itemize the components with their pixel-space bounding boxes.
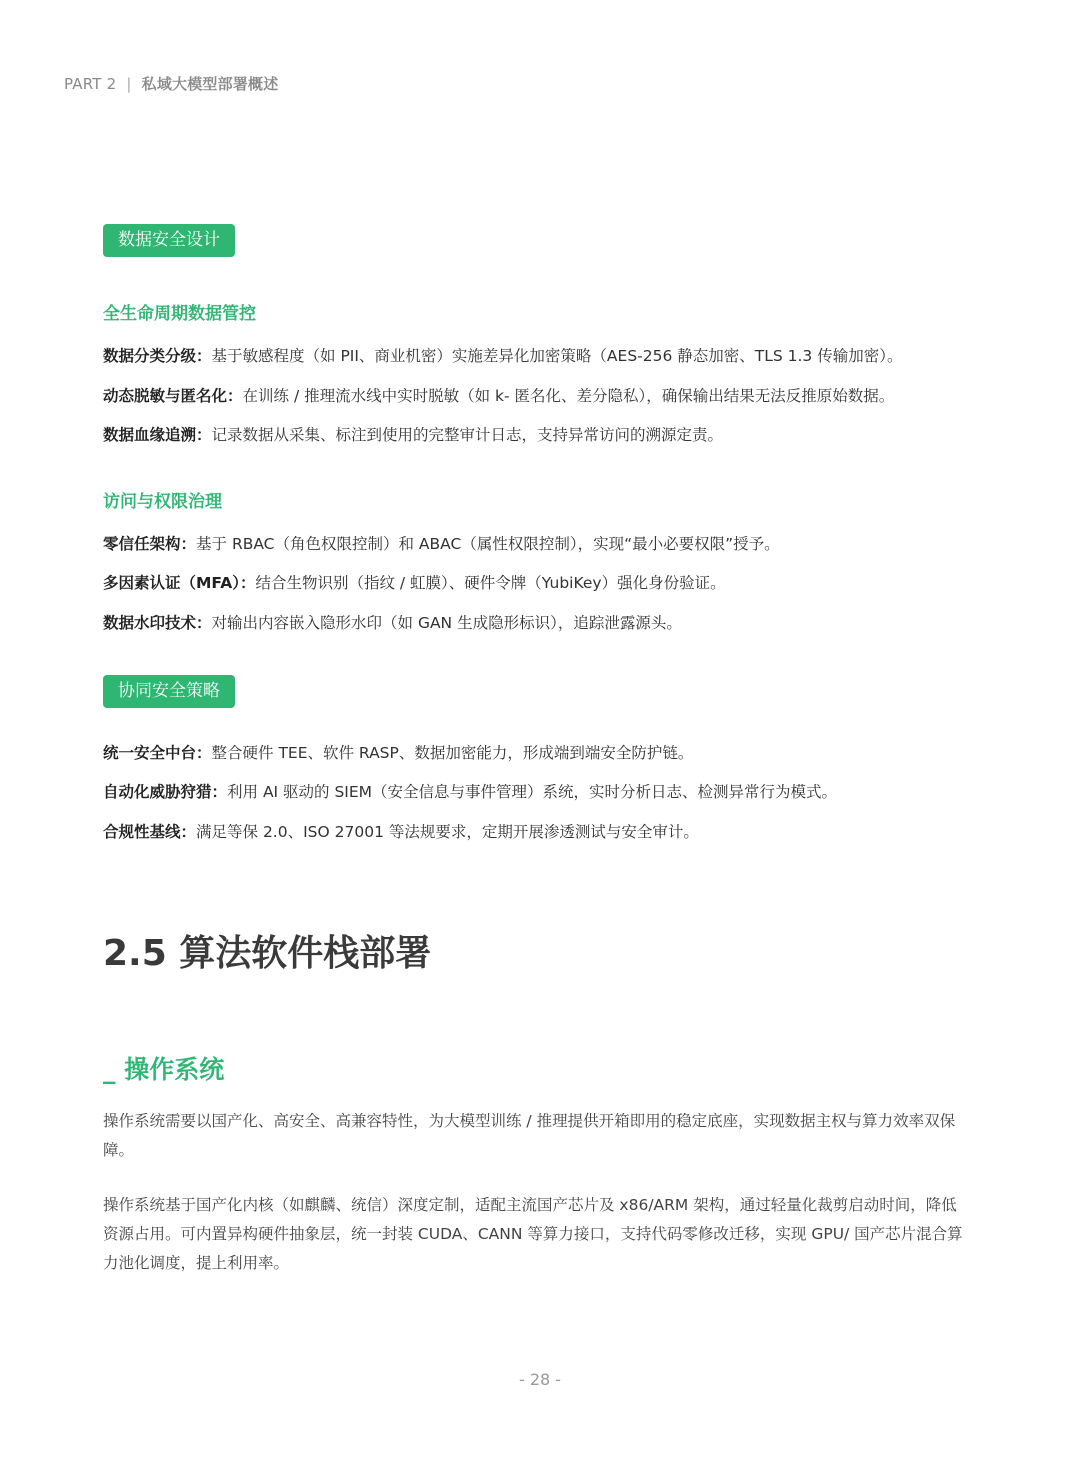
item-text: 在训练 / 推理流水线中实时脱敏（如 k- 匿名化、差分隐私），确保输出结果无法反推原始数据。 [242,387,895,405]
item-label: 自动化威胁狩猎： [103,783,228,801]
subsection-title: _ 操作系统 [103,1055,225,1084]
badge-data-security: 数据安全设计 [103,224,235,257]
item-label: 合规性基线： [103,823,197,841]
list-item [103,532,983,554]
paragraph: 操作系统需要以国产化、高安全、高兼容特性，为大模型训练 / 推理提供开箱即用的稳定底座，实现数据主权与算力效率双保障。 [103,1112,956,1159]
header-separator: | [126,75,132,93]
item-text: 基于 RBAC（角色权限控制）和 ABAC（属性权限控制），实现“最小必要权限”授予。 [196,535,780,553]
item-text: 结合生物识别（指纹 / 虹膜）、硬件令牌（YubiKey）强化身份验证。 [255,574,726,592]
item-label: 数据血缘追溯： [103,426,212,444]
heading-access-governance: 访问与权限治理 [103,492,222,512]
list-item [103,611,983,633]
item-text: 基于敏感程度（如 PII、商业机密）实施差异化加密策略（AES-256 静态加密、TLS 1.3 传输加密）。 [211,347,903,365]
item-text: 满足等保 2.0、ISO 27001 等法规要求，定期开展渗透测试与安全审计。 [196,823,699,841]
item-text: 利用 AI 驱动的 SIEM（安全信息与事件管理）系统，实时分析日志、检测异常行为模式。 [227,783,838,801]
page-number: - 28 - [518,1370,562,1389]
list-item [103,741,983,763]
badge-collab-security: 协同安全策略 [103,675,235,708]
header-title: 私域大模型部署概述 [141,75,279,93]
item-label: 数据水印技术： [103,614,212,632]
item-label: 统一安全中台： [103,744,212,762]
item-text: 整合硬件 TEE、软件 RASP、数据加密能力，形成端到端安全防护链。 [211,744,694,762]
heading-lifecycle-control: 全生命周期数据管控 [103,304,256,324]
item-label: 动态脱敏与匿名化： [103,387,243,405]
running-header [64,73,278,94]
item-text: 对输出内容嵌入隐形水印（如 GAN 生成隐形标识），追踪泄露源头。 [211,614,682,632]
list-item [103,571,983,593]
list-item [103,780,983,802]
list-item [103,423,983,445]
item-label: 多因素认证（MFA）： [103,574,256,592]
section-title: 2.5 算法软件栈部署 [103,933,432,974]
item-label: 零信任架构： [103,535,197,553]
header-part: PART 2 [64,75,117,93]
paragraph: 操作系统基于国产化内核（如麒麟、统信）深度定制，适配主流国产芯片及 x86/ARM 架构，通过轻量化裁剪启动时间，降低资源占用。可内置异构硬件抽象层，统一封装 CUDA、CANN 等算力接口，支持代码零修改迁移，实现 GPU/ 国产芯片混合算力池化调度，提上利用率。 [103,1196,963,1272]
list-item [103,344,983,366]
list-item [103,820,983,842]
item-text: 记录数据从采集、标注到使用的完整审计日志，支持异常访问的溯源定责。 [211,426,724,444]
list-item [103,384,983,406]
item-label: 数据分类分级： [103,347,212,365]
